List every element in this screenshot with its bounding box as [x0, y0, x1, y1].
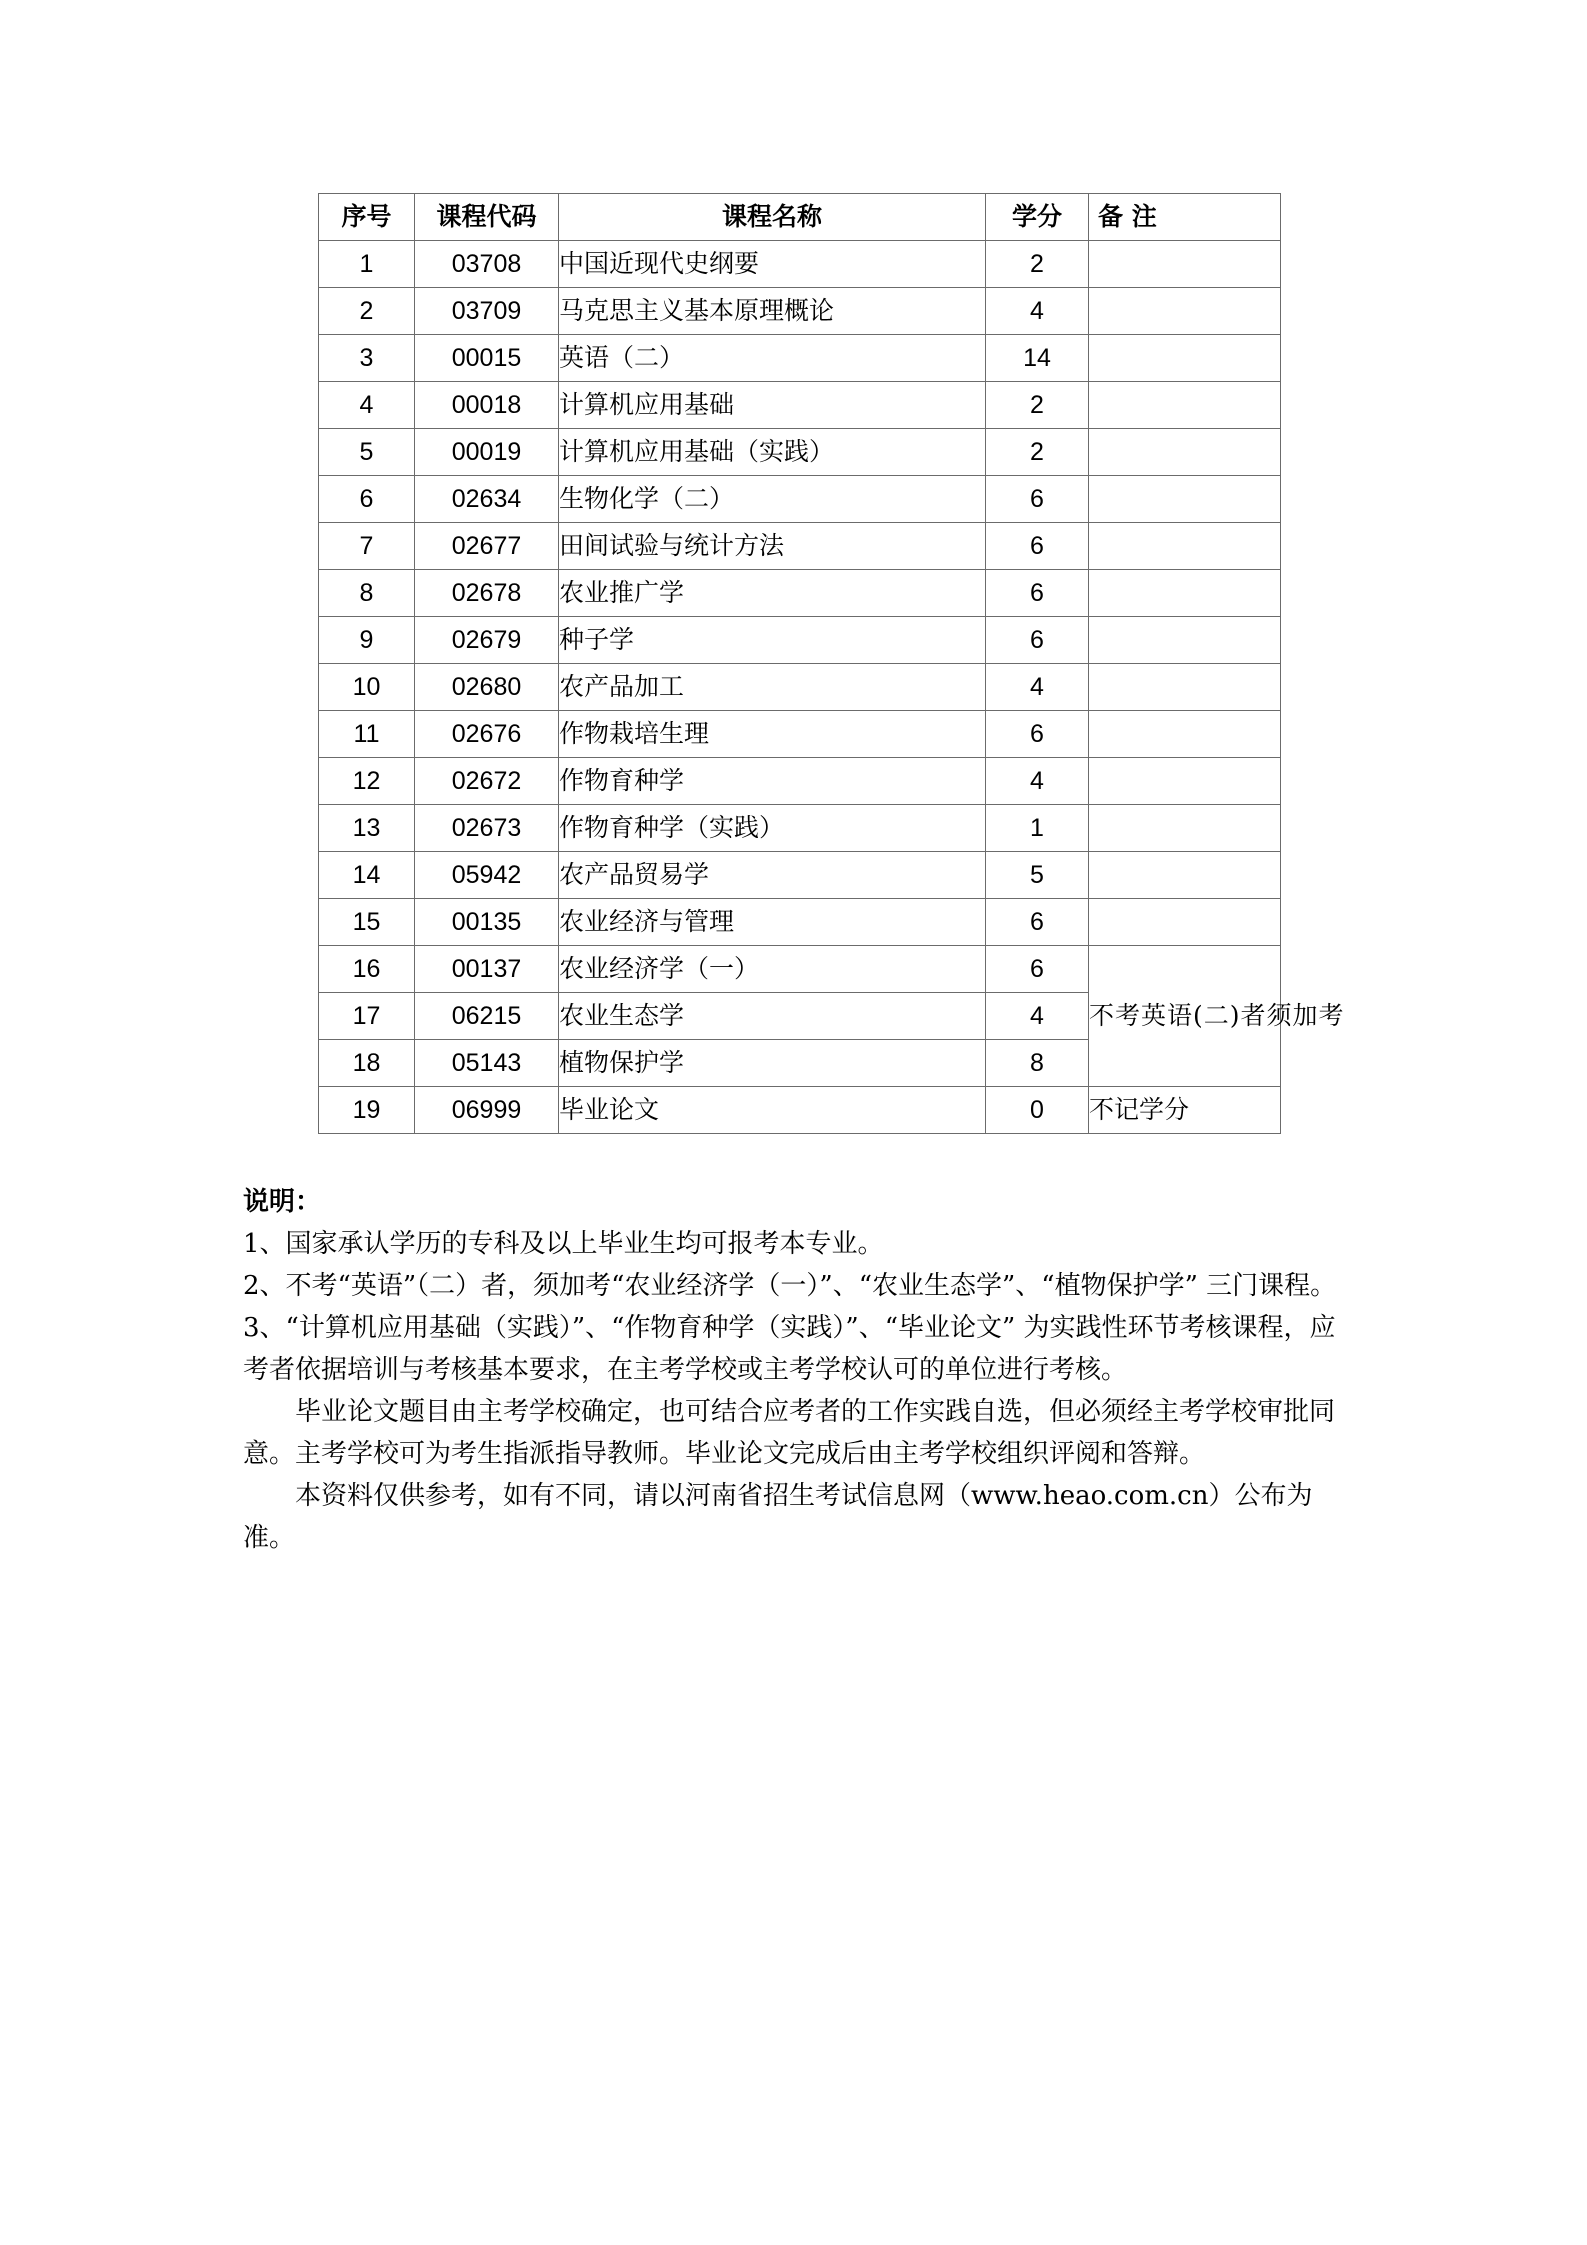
cell-note: [1089, 852, 1281, 899]
header-credit: 学分: [986, 194, 1089, 241]
course-table: [318, 193, 1345, 1134]
cell-credit: 8: [986, 1040, 1089, 1087]
header-num: 序号: [319, 194, 415, 241]
cell-credit: 6: [986, 476, 1089, 523]
cell-name: 马克思主义基本原理概论: [559, 288, 986, 335]
cell-num: 18: [319, 1040, 415, 1087]
cell-credit: 4: [986, 664, 1089, 711]
cell-code: 03708: [415, 241, 559, 288]
cell-credit: 4: [986, 288, 1089, 335]
header-note: 备 注: [1089, 194, 1281, 241]
cell-num: 8: [319, 570, 415, 617]
cell-note: [1089, 899, 1281, 946]
cell-note: [1089, 570, 1281, 617]
table-row: [319, 382, 1281, 429]
cell-name: 农产品加工: [559, 664, 986, 711]
cell-name: 作物育种学（实践）: [559, 805, 986, 852]
cell-code: 02634: [415, 476, 559, 523]
cell-note: [1089, 241, 1281, 288]
cell-name: 农业推广学: [559, 570, 986, 617]
cell-note-group: 不考英语(二)者须加考: [1089, 946, 1281, 1087]
cell-code: 05143: [415, 1040, 559, 1087]
cell-name: 农业生态学: [559, 993, 986, 1040]
cell-credit: 6: [986, 570, 1089, 617]
notes-paragraph-reference: 本资料仅供参考，如有不同，请以河南省招生考试信息网（www.heao.com.cn）公布为准。: [243, 1481, 1313, 1553]
cell-code: 00137: [415, 946, 559, 993]
cell-credit: 6: [986, 617, 1089, 664]
cell-name: 计算机应用基础: [559, 382, 986, 429]
table-row: [319, 523, 1281, 570]
cell-name: 田间试验与统计方法: [559, 523, 986, 570]
cell-name: 作物栽培生理: [559, 711, 986, 758]
cell-note: [1089, 805, 1281, 852]
cell-name: 作物育种学: [559, 758, 986, 805]
table-row: [319, 946, 1281, 993]
cell-code: 02677: [415, 523, 559, 570]
cell-note: [1089, 664, 1281, 711]
cell-credit: 4: [986, 758, 1089, 805]
cell-code: 05942: [415, 852, 559, 899]
notes-item-2: 2、不考“英语”（二）者，须加考“农业经济学（一）”、“农业生态学”、“植物保护学” 三门课程。: [243, 1271, 1337, 1301]
cell-name: 毕业论文: [559, 1087, 986, 1134]
cell-code: 02680: [415, 664, 559, 711]
cell-code: 00019: [415, 429, 559, 476]
cell-credit: 4: [986, 993, 1089, 1040]
cell-credit: 2: [986, 429, 1089, 476]
table-row: [319, 288, 1281, 335]
cell-note: [1089, 523, 1281, 570]
cell-num: 9: [319, 617, 415, 664]
table-row: [319, 1087, 1281, 1134]
cell-num: 6: [319, 476, 415, 523]
cell-num: 5: [319, 429, 415, 476]
table-row: [319, 899, 1281, 946]
cell-note: [1089, 288, 1281, 335]
cell-code: 06215: [415, 993, 559, 1040]
cell-note: [1089, 758, 1281, 805]
table-row: [319, 429, 1281, 476]
cell-code: 03709: [415, 288, 559, 335]
table-row: [319, 241, 1281, 288]
cell-credit: 6: [986, 899, 1089, 946]
cell-code: 06999: [415, 1087, 559, 1134]
table-row: [319, 852, 1281, 899]
cell-code: 00135: [415, 899, 559, 946]
cell-num: 4: [319, 382, 415, 429]
notes-item-1: 1、国家承认学历的专科及以上毕业生均可报考本专业。: [243, 1229, 884, 1259]
cell-num: 15: [319, 899, 415, 946]
cell-code: 02673: [415, 805, 559, 852]
cell-num: 1: [319, 241, 415, 288]
cell-credit: 1: [986, 805, 1089, 852]
cell-credit: 14: [986, 335, 1089, 382]
cell-note: [1089, 617, 1281, 664]
cell-note-last: 不记学分: [1089, 1087, 1281, 1134]
cell-num: 11: [319, 711, 415, 758]
cell-credit: 2: [986, 382, 1089, 429]
cell-note: [1089, 382, 1281, 429]
cell-num: 3: [319, 335, 415, 382]
table-row: [319, 711, 1281, 758]
cell-num: 2: [319, 288, 415, 335]
cell-num: 10: [319, 664, 415, 711]
cell-note: [1089, 429, 1281, 476]
table-row: [319, 570, 1281, 617]
cell-name: 英语（二）: [559, 335, 986, 382]
header-name: 课程名称: [559, 194, 986, 241]
cell-name: 农产品贸易学: [559, 852, 986, 899]
cell-num: 13: [319, 805, 415, 852]
cell-num: 12: [319, 758, 415, 805]
cell-credit: 2: [986, 241, 1089, 288]
table-row: [319, 805, 1281, 852]
cell-code: 00018: [415, 382, 559, 429]
cell-code: 00015: [415, 335, 559, 382]
cell-num: 7: [319, 523, 415, 570]
cell-name: 农业经济学（一）: [559, 946, 986, 993]
cell-credit: 6: [986, 711, 1089, 758]
cell-num: 17: [319, 993, 415, 1040]
cell-credit: 6: [986, 523, 1089, 570]
cell-credit: 5: [986, 852, 1089, 899]
cell-code: 02672: [415, 758, 559, 805]
cell-name: 农业经济与管理: [559, 899, 986, 946]
table-row: [319, 617, 1281, 664]
notes-paragraph-thesis: 毕业论文题目由主考学校确定，也可结合应考者的工作实践自选，但必须经主考学校审批同意。主考学校可为考生指派指导教师。毕业论文完成后由主考学校组织评阅和答辩。: [243, 1397, 1336, 1469]
table-header-row: [319, 194, 1281, 241]
notes-title: 说明：: [243, 1187, 322, 1217]
cell-note: [1089, 711, 1281, 758]
cell-name: 计算机应用基础（实践）: [559, 429, 986, 476]
cell-name: 生物化学（二）: [559, 476, 986, 523]
cell-credit: 0: [986, 1087, 1089, 1134]
table-row: [319, 664, 1281, 711]
cell-code: 02679: [415, 617, 559, 664]
cell-num: 16: [319, 946, 415, 993]
cell-num: 14: [319, 852, 415, 899]
table-row: [319, 476, 1281, 523]
cell-num: 19: [319, 1087, 415, 1134]
notes-item-3: 3、“计算机应用基础（实践）”、“作物育种学（实践）”、“毕业论文” 为实践性环节考核课程，应考者依据培训与考核基本要求，在主考学校或主考学校认可的单位进行考核。: [243, 1313, 1336, 1385]
header-code: 课程代码: [415, 194, 559, 241]
cell-note: [1089, 335, 1281, 382]
cell-name: 中国近现代史纲要: [559, 241, 986, 288]
cell-code: 02676: [415, 711, 559, 758]
cell-credit: 6: [986, 946, 1089, 993]
cell-name: 种子学: [559, 617, 986, 664]
notes-section: [243, 1181, 1358, 1559]
table-row: [319, 758, 1281, 805]
table-row: [319, 335, 1281, 382]
cell-code: 02678: [415, 570, 559, 617]
cell-note: [1089, 476, 1281, 523]
cell-name: 植物保护学: [559, 1040, 986, 1087]
